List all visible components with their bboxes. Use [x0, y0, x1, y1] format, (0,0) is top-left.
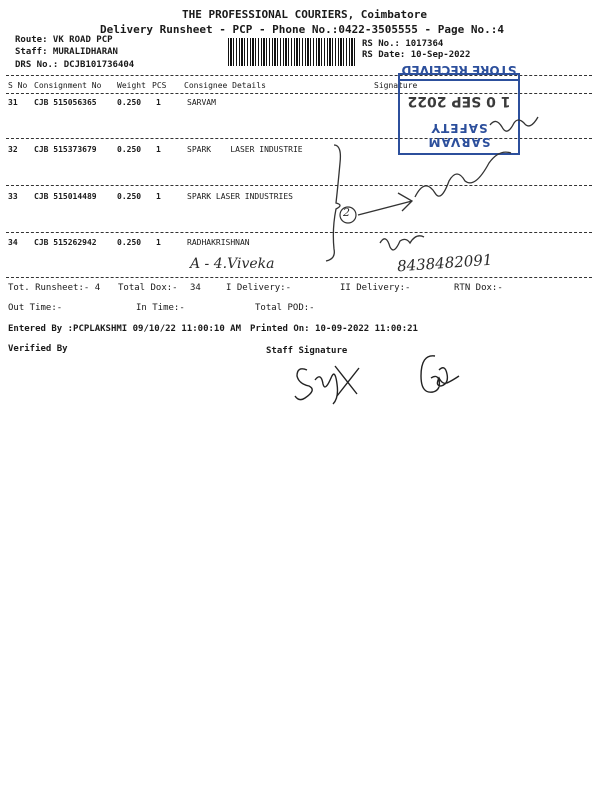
- ii-delivery: II Delivery:-: [340, 283, 411, 293]
- row-pcs: 1: [156, 192, 161, 201]
- total-dox-label: Total Dox:-: [118, 283, 178, 293]
- entered-by: Entered By :PCPLAKSHMI 09/10/22 11:00:10 AM: [8, 324, 241, 334]
- total-runsheet: Tot. Runsheet:- 4: [8, 283, 101, 293]
- col-signature: Signature: [374, 81, 418, 90]
- signature-scribble-2: [415, 152, 511, 197]
- signature-scribble-1: [490, 117, 538, 131]
- receiver-phone: 8438482091: [396, 250, 493, 276]
- row-consignee: SPARK LASER INDUSTRIES: [187, 192, 293, 201]
- i-delivery: I Delivery:-: [226, 283, 292, 293]
- col-pcs: PCS: [152, 81, 167, 90]
- runsheet-title: Delivery Runsheet - PCP - Phone No.:0422-3505555 - Page No.:4: [100, 23, 504, 36]
- staff-signature-label: Staff Signature: [266, 346, 348, 356]
- total-pod: Total POD:-: [255, 303, 315, 313]
- barcode: [228, 38, 356, 66]
- rtn-dox: RTN Dox:-: [454, 283, 503, 293]
- circle-number: 2: [343, 206, 350, 219]
- receiver-name: A - 4.Viveka: [190, 256, 275, 272]
- verified-by: Verified By: [8, 344, 68, 354]
- row-consignment: CJB 515373679: [34, 145, 97, 154]
- stamp-company: SARVAM SAFETY: [427, 121, 491, 149]
- col-sno: S No: [8, 81, 28, 90]
- row-consignee: SPARK LASER INDUSTRIE: [187, 145, 303, 154]
- company-name: THE PROFESSIONAL COURIERS, Coimbatore: [182, 8, 428, 21]
- row-consignment: CJB 515014489: [34, 192, 97, 201]
- row-consignee: RADHAKRISHNAN: [187, 238, 250, 247]
- row-pcs: 1: [156, 145, 161, 154]
- row-consignment: CJB 515262942: [34, 238, 97, 247]
- stamp-date: 1 0 SEP 2022: [407, 93, 511, 109]
- row-consignee: SARVAM: [187, 98, 216, 107]
- row-weight: 0.250: [117, 238, 142, 247]
- row-weight: 0.250: [117, 98, 142, 107]
- col-weight: Weight: [117, 81, 146, 90]
- drs-number: DRS No.: DCJB101736404: [15, 60, 135, 70]
- row-sno: 34: [8, 238, 18, 247]
- rs-number: RS No.: 1017364: [362, 39, 444, 49]
- brace-mark: [326, 145, 340, 261]
- staff-label: Staff: MURALIDHARAN: [15, 47, 118, 57]
- col-consignment: Consignment No: [34, 81, 102, 90]
- signature-scribble-3: [380, 236, 424, 250]
- staff-signatures: [285, 350, 475, 410]
- staff-signature-2: [421, 356, 459, 392]
- row-sno: 32: [8, 145, 18, 154]
- col-consignee: Consignee Details: [184, 81, 266, 90]
- row-consignment: CJB 515056365: [34, 98, 97, 107]
- rs-date: RS Date: 10-Sep-2022: [362, 50, 471, 60]
- row-weight: 0.250: [117, 192, 142, 201]
- stamp-received: STORE RECEIVED: [400, 63, 518, 81]
- in-time: In Time:-: [136, 303, 185, 313]
- arrow-mark: [358, 193, 412, 215]
- out-time: Out Time:-: [8, 303, 63, 313]
- row-pcs: 1: [156, 98, 161, 107]
- row-sno: 33: [8, 192, 18, 201]
- row-pcs: 1: [156, 238, 161, 247]
- staff-signature-1: [295, 366, 359, 404]
- total-dox-value: 34: [190, 283, 201, 293]
- printed-on: Printed On: 10-09-2022 11:00:21: [250, 324, 418, 334]
- row-weight: 0.250: [117, 145, 142, 154]
- row-sno: 31: [8, 98, 18, 107]
- route-label: Route: VK ROAD PCP: [15, 35, 113, 45]
